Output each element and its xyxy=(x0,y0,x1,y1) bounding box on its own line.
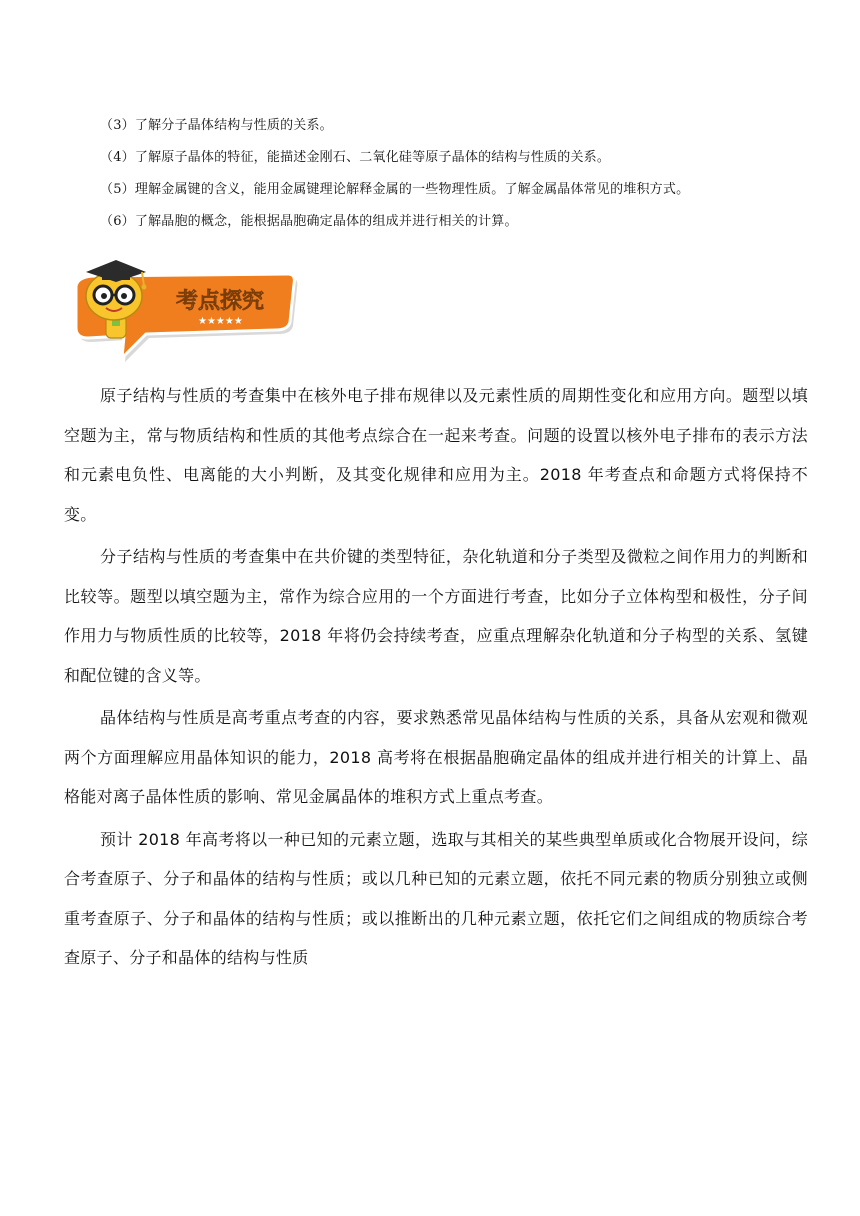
objective-item: （3）了解分子晶体结构与性质的关系。 xyxy=(100,118,333,133)
exam-analysis-body xyxy=(64,376,808,981)
objective-item: （4）了解原子晶体的特征，能描述金刚石、二氧化硅等原子晶体的结构与性质的关系。 xyxy=(100,150,611,165)
banner-stars: ★★★★★ xyxy=(198,316,243,327)
paragraph-molecular-structure: 分子结构与性质的考查集中在共价键的类型特征，杂化轨道和分子类型及微粒之间作用力的判断和比较等。题型以填空题为主，常作为综合应用的一个方面进行考查，比如分子立体构型和极性，分子间作用力与物质性质的比较等，2018 年将仍会持续考查，应重点理解杂化轨道和分子构型的关系、氢键和配位键的含义等。 xyxy=(64,547,808,685)
paragraph-crystal-structure: 晶体结构与性质是高考重点考查的内容，要求熟悉常见晶体结构与性质的关系，具备从宏观和微观两个方面理解应用晶体知识的能力，2018 高考将在根据晶胞确定晶体的组成并进行相关的计算上、晶格能对离子晶体性质的影响、常见金属晶体的堆积方式上重点考查。 xyxy=(64,708,808,806)
paragraph-atomic-structure: 原子结构与性质的考查集中在核外电子排布规律以及元素性质的周期性变化和应用方向。题型以填空题为主，常与物质结构和性质的其他考点综合在一起来考查。问题的设置以核外电子排布的表示方法和元素电负性、电离能的大小判断，及其变化规律和应用为主。2018 年考查点和命题方式将保持不变。 xyxy=(64,386,808,524)
learning-objectives-list xyxy=(100,110,820,238)
objective-item: （5）理解金属键的含义，能用金属键理论解释金属的一些物理性质。了解金属晶体常见的堆积方式。 xyxy=(100,182,690,197)
section-banner xyxy=(66,250,298,362)
objective-item: （6）了解晶胞的概念，能根据晶胞确定晶体的组成并进行相关的计算。 xyxy=(100,214,518,229)
section-banner-graphic xyxy=(66,250,298,362)
paragraph-prediction: 预计 2018 年高考将以一种已知的元素立题，选取与其相关的某些典型单质或化合物展开设问，综合考查原子、分子和晶体的结构与性质；或以几种已知的元素立题，依托不同元素的物质分别独立或侧重考查原子、分子和晶体的结构与性质；或以推断出的几种元素立题，依托它们之间组成的物质综合考查原子、分子和晶体的结构与性质 xyxy=(64,829,808,967)
banner-title: 考点探究 xyxy=(176,288,265,314)
